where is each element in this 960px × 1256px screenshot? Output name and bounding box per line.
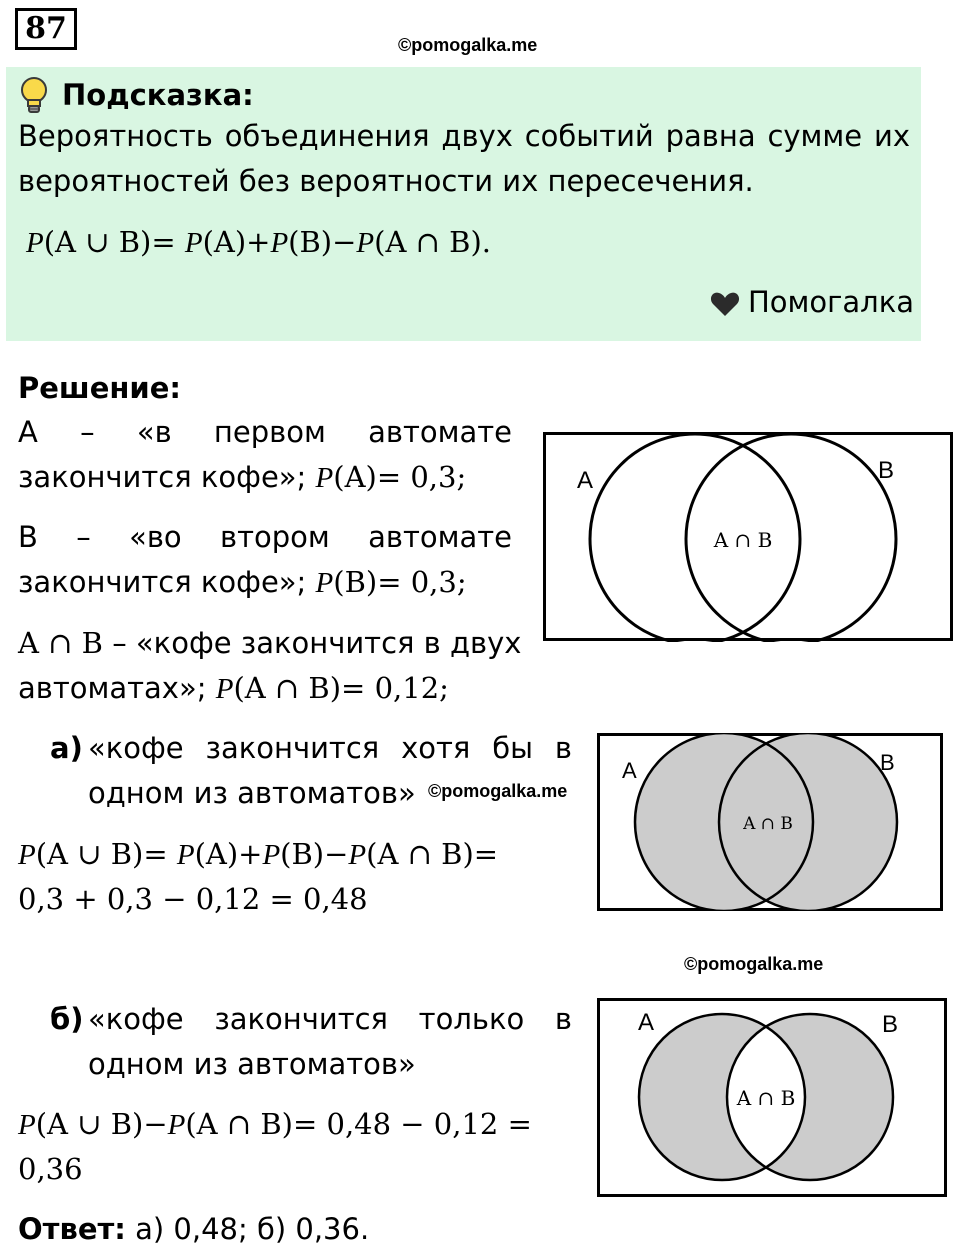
venn-label-b: B [880,750,895,775]
watermark: ©pomogalka.me [428,781,568,801]
watermark: ©pomogalka.me [398,35,538,55]
venn-diagram-union [597,733,960,911]
part-a-line-1: «кофе закончится хотя бы в [88,731,572,765]
event-a-line-2: закончится кофе»; P(A)= 0,3; [18,460,467,494]
part-b-line-2: одном из автоматов» [88,1047,416,1081]
venn-label-a: A [638,1009,655,1036]
part-b-line-1: «кофе закончится только в [88,1002,572,1036]
venn-diagram-symmetric-difference [597,998,949,1198]
venn-label-b: B [878,457,895,484]
hint-signature: Помогалка [748,285,914,319]
event-b-line-2: закончится кофе»; P(B)= 0,3; [18,565,467,599]
event-ab-line-2: автоматах»; P(A ∩ B)= 0,12; [18,671,449,705]
hint-title: Подсказка: [62,78,254,112]
venn-label-a: A [622,758,637,783]
event-a-line-1: A – «в первом автомате [18,415,512,449]
solution-title: Решение: [18,371,182,405]
venn-label-ab: A ∩ B [736,1086,796,1110]
lightbulb-icon [18,76,50,116]
part-a-formula: P(A ∪ B)= P(A)+P(B)−P(A ∩ B)= [18,837,499,871]
part-a-calc: 0,3 + 0,3 − 0,12 = 0,48 [18,882,368,916]
hint-line-2: вероятностей без вероятности их пересечения. [18,164,754,198]
part-b-formula: P(A ∪ B)−P(A ∩ B)= 0,48 − 0,12 = [18,1107,532,1141]
answer-line [18,1207,369,1252]
hint-line-1: Вероятность объединения двух событий равна сумме их [18,119,910,153]
answer-text: а) 0,48; б) 0,36. [125,1212,370,1246]
answer-label: Ответ: [18,1212,126,1246]
task-number: 87 [15,8,77,50]
part-a-label: а) [50,731,83,765]
part-b-calc: 0,36 [18,1152,83,1186]
venn-label-b: B [882,1011,899,1038]
event-b-line-1: B – «во втором автомате [18,520,512,554]
heart-icon [710,290,740,318]
venn-diagram-plain [543,432,954,642]
venn-label-ab: A ∩ B [713,528,773,552]
hint-formula: P(A ∪ B)= P(A)+P(B)−P(A ∩ B). [26,225,491,259]
part-b-label: б) [50,1002,84,1036]
watermark: ©pomogalka.me [684,954,824,974]
venn-label-ab: A ∩ B [743,814,793,834]
event-ab-line-1: A ∩ B – «кофе закончится в двух [18,626,522,660]
venn-label-a: A [577,467,594,494]
part-a-line-2: одном из автоматов» [88,776,416,810]
